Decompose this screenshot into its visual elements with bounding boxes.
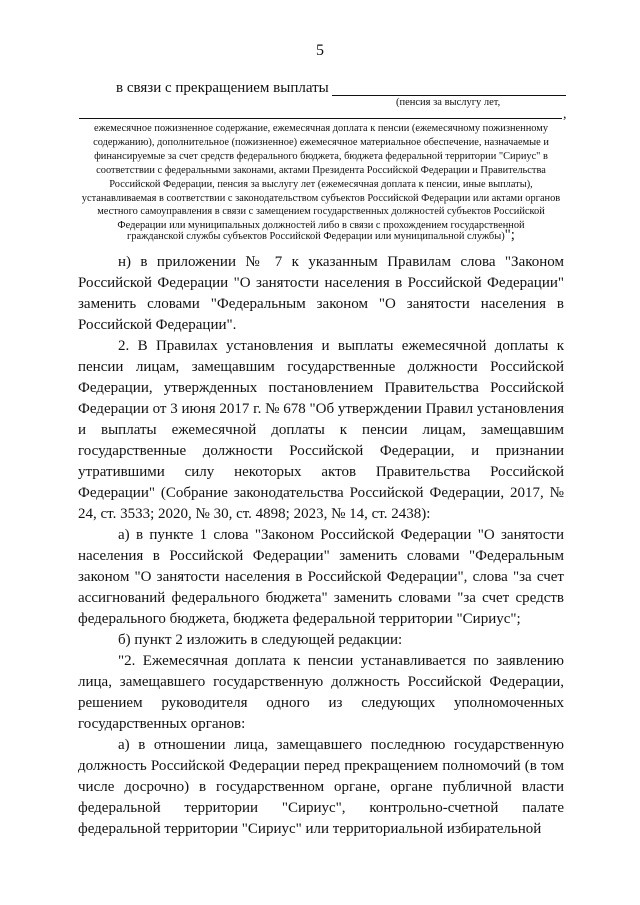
blank-field-underline-long bbox=[79, 118, 562, 119]
paragraph: а) в отношении лица, замещавшего последнюю государственную должность Российской Федерации перед прекращением полномочий (в том числе досрочно) в государственном органе, органе публичной власти федеральной территории "Сириус", контрольно-счетной палате федеральной территории "Сириус" или территориальной избирательной bbox=[78, 737, 564, 837]
footnote-closing-quote: "; bbox=[504, 227, 515, 243]
paragraph: а) в пункте 1 слова "Законом Российской Федерации "О занятости населения в Российской Федерации" заменить словами "Федеральным законом "О занятости населения в Российской Федерации", слова "за счет ассигнований федерального бюджета" заменить словами "за счет средств федерального бюджета, бюджета федеральной территории "Сириус"; bbox=[78, 527, 564, 627]
blank-field-underline bbox=[332, 95, 566, 96]
page-number: 5 bbox=[316, 42, 324, 59]
paragraph: "2. Ежемесячная доплата к пенсии устанавливается по заявлению лица, замещавшего государственную должность Российской Федерации, решением руководителя одного из следующих уполномоченных государственных органов: bbox=[78, 653, 564, 732]
field-hint-footnote: ежемесячное пожизненное содержание, ежемесячная доплата к пенсии (ежемесячному пожизненному содержанию), дополнительное (пожизненное) ежемесячное материальное обеспечение, назначаемые и финансируемые за счет средств федерального бюджета, бюджета федеральной территории "Сириус" в соответствии с федеральными законами, актами Президента Российской Федерации и Правительства Российской Федерации, пенсия за выслугу лет (ежемесячная доплата к пенсии, иные выплаты), устанавливаемая в соответствии с законодательством субъектов Российской Федерации или актами органов местного самоуправления в связи с замещением государственных должностей субъектов Российской Федерации или муниципальных должностей либо в связи с прохождением государственной bbox=[81, 123, 561, 232]
field-hint-footnote-last-line bbox=[78, 226, 564, 244]
blank-field-hint: (пенсия за выслугу лет, bbox=[396, 97, 501, 108]
blank-field-label: в связи с прекращением выплаты bbox=[116, 80, 329, 96]
trailing-mark: , bbox=[563, 107, 567, 122]
document-body bbox=[78, 252, 564, 840]
paragraph: 2. В Правилах установления и выплаты ежемесячной доплаты к пенсии лицам, замещавшим государственные должности Российской Федерации, утвержденных постановлением Правительства Российской Федерации от 3 июня 2017 г. № 678 "Об утверждении Правил установления и выплаты ежемесячной доплаты к пенсии лицам, замещавшим государственные должности Российской Федерации, и признании утратившими силу некоторых актов Правительства Российской Федерации" (Собрание законодательства Российской Федерации, 2017, № 24, ст. 3533; 2020, № 30, ст. 4898; 2023, № 14, ст. 2438): bbox=[78, 338, 564, 522]
footnote-last-text: гражданской службы субъектов Российской Федерации или муниципальной службы) bbox=[127, 231, 505, 242]
paragraph: б) пункт 2 изложить в следующей редакции: bbox=[118, 632, 403, 648]
paragraph: н) в приложении № 7 к указанным Правилам слова "Законом Российской Федерации "О занятости населения в Российской Федерации" заменить словами "Федеральным законом "О занятости населения в Российской Федерации". bbox=[78, 254, 564, 333]
